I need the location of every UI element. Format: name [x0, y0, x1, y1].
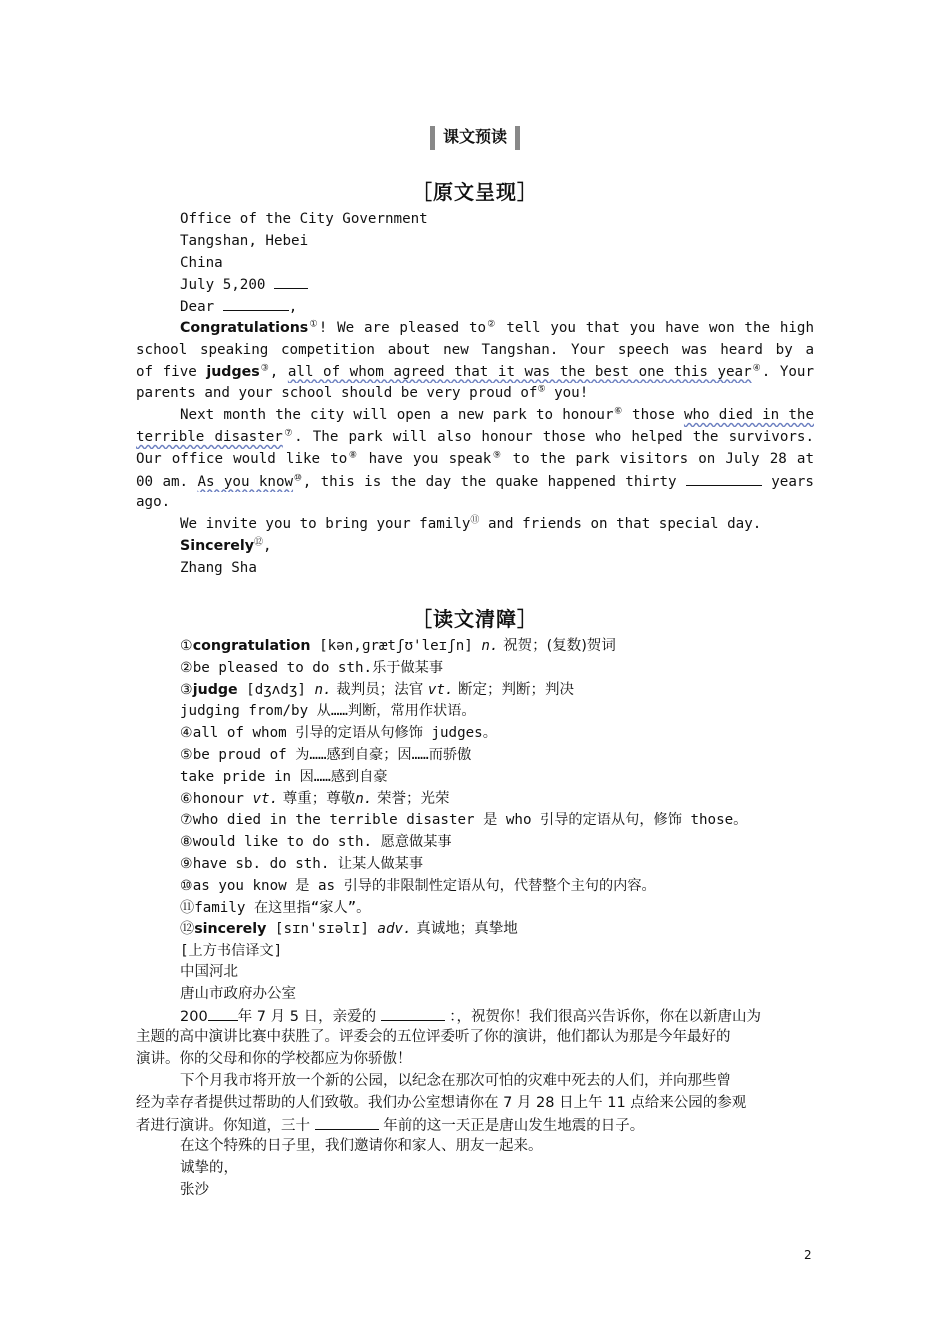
wavy-underlined-phrase: who died in the [683, 407, 814, 424]
blank [223, 296, 289, 311]
translation-line: 经为幸存者提供过帮助的人们致敬。我们办公室想请你在 7 月 28 日上午 11 点给来公园的参观 [136, 1094, 747, 1111]
blank [381, 1006, 445, 1021]
paragraph-2-line: 00 am. As you know⑩, this is the day the quake happened thirty years [136, 471, 814, 493]
translation-line: 200 年 7 月 5 日，亲爱的 ：，祝贺你！我们很高兴告诉你，你在以新唐山为 [136, 1006, 814, 1028]
wavy-underlined-phrase: terrible disaster [136, 428, 283, 445]
note-item: ⑤be proud of 为……感到自豪；因……而骄傲 [180, 746, 472, 763]
signature: Zhang Sha [180, 559, 257, 576]
section-header-preview [0, 124, 950, 150]
address-line: Office of the City Government [180, 211, 428, 227]
salutation: Dear , [136, 296, 814, 318]
note-item: ②be pleased to do sth.乐于做某事 [180, 659, 444, 676]
paragraph-3-line: We invite you to bring your family⑪ and friends on that special day. [180, 515, 762, 533]
note-item: ⑧would like to do sth. 愿意做某事 [180, 834, 452, 851]
translation-line: 在这个特殊的日子里，我们邀请你和家人、朋友一起来。 [180, 1138, 543, 1155]
paragraph-1-line: Congratulations①! We are pleased to② tell you that you have won the high [180, 319, 814, 336]
blank [208, 1006, 238, 1021]
translation-line: 主题的高中演讲比赛中获胜了。评委会的五位评委听了你的演讲，他们都认为那是今年最好的 [136, 1029, 731, 1046]
note-item: ⑥honour vt. 尊重；尊敬n. 荣誉；光荣 [180, 790, 450, 807]
notes [136, 636, 814, 963]
section-title-reading-notes: ［读文清障］ [412, 607, 538, 631]
note-item: ⑫sincerely [sɪn'sɪəlɪ] adv. 真诚地；真挚地 [180, 921, 518, 938]
blank [686, 471, 762, 486]
translation-line: 中国河北 [180, 964, 238, 980]
translation-line: 下个月我市将开放一个新的公园，以纪念在那次可怕的灾难中死去的人们，并向那些曾 [180, 1072, 731, 1089]
address-line: Tangshan, Hebei [180, 232, 309, 249]
paragraph-2-line: Our office would like to⑧ have you speak⑨ to the park visitors on July 28 at [136, 450, 814, 467]
section-title-original-text: ［原文呈现］ [412, 180, 538, 204]
paragraph-1-line: of five judges③, all of whom agreed that it was the best one this year④. Your [136, 362, 814, 380]
paragraph-2-line: terrible disaster⑦. The park will also honour those who helped the survivors. [136, 428, 814, 445]
note-item: ①congratulation [kən,ɡrætʃʊ'leɪʃn] n. 祝贺；(复数)贺词 [180, 638, 616, 654]
wavy-underlined-phrase: As you know [197, 473, 294, 490]
translation-line: 诚挚的， [180, 1160, 238, 1177]
keyword-sincerely: Sincerely [180, 537, 254, 554]
header-bar-right [515, 126, 520, 150]
translation-line: 唐山市政府办公室 [180, 985, 296, 1002]
keyword-congratulations: Congratulations [180, 319, 309, 336]
translation-line: 演讲。你的父母和你的学校都应为你骄傲！ [136, 1051, 412, 1068]
keyword-judges: judges [206, 363, 260, 380]
translation-heading: [上方书信译文] [180, 943, 283, 960]
letter [136, 209, 814, 580]
translation-line: 张沙 [180, 1181, 209, 1198]
note-item: take pride in 因……感到自豪 [180, 768, 388, 785]
translation [136, 962, 814, 1202]
note-item: ④all of whom 引导的定语从句修饰 judges。 [180, 725, 497, 742]
translation-line: 者进行演讲。你知道，三十 年前的这一天正是唐山发生地震的日子。 [136, 1115, 814, 1137]
paragraph-1-line: parents and your school should be very proud of⑤ you! [136, 384, 589, 402]
note-item: judging from/by 从……判断，常用作状语。 [180, 703, 476, 720]
wavy-underlined-phrase: all of whom agreed that it was the best one this year [287, 363, 752, 380]
blank [274, 274, 308, 289]
paragraph-2-line: Next month the city will open a new park to honour⑥ those who died in the [180, 406, 814, 424]
note-item: ⑦who died in the terrible disaster 是 who 引导的定语从句，修饰 those。 [180, 812, 748, 829]
note-item: ⑨have sb. do sth. 让某人做某事 [180, 855, 424, 872]
note-item: ⑩as you know 是 as 引导的非限制性定语从句，代替整个主句的内容。 [180, 877, 656, 894]
letter-date: July 5,200 [136, 274, 814, 296]
paragraph-2-line: ago. [136, 494, 171, 511]
address-line: China [180, 254, 223, 271]
header-bar-left [430, 126, 435, 150]
note-item: ⑪family 在这里指“家人”。 [180, 899, 371, 916]
note-item: ③judge [dʒʌdʒ] n. 裁判员；法官 vt. 断定；判断；判决 [180, 681, 575, 698]
header-label: 课文预读 [442, 127, 507, 146]
closing: Sincerely⑫, [180, 537, 272, 554]
paragraph-1-line: school speaking competition about new Tangshan. Your speech was heard by a [136, 341, 814, 358]
blank [315, 1115, 379, 1130]
page-number: 2 [804, 1248, 812, 1262]
